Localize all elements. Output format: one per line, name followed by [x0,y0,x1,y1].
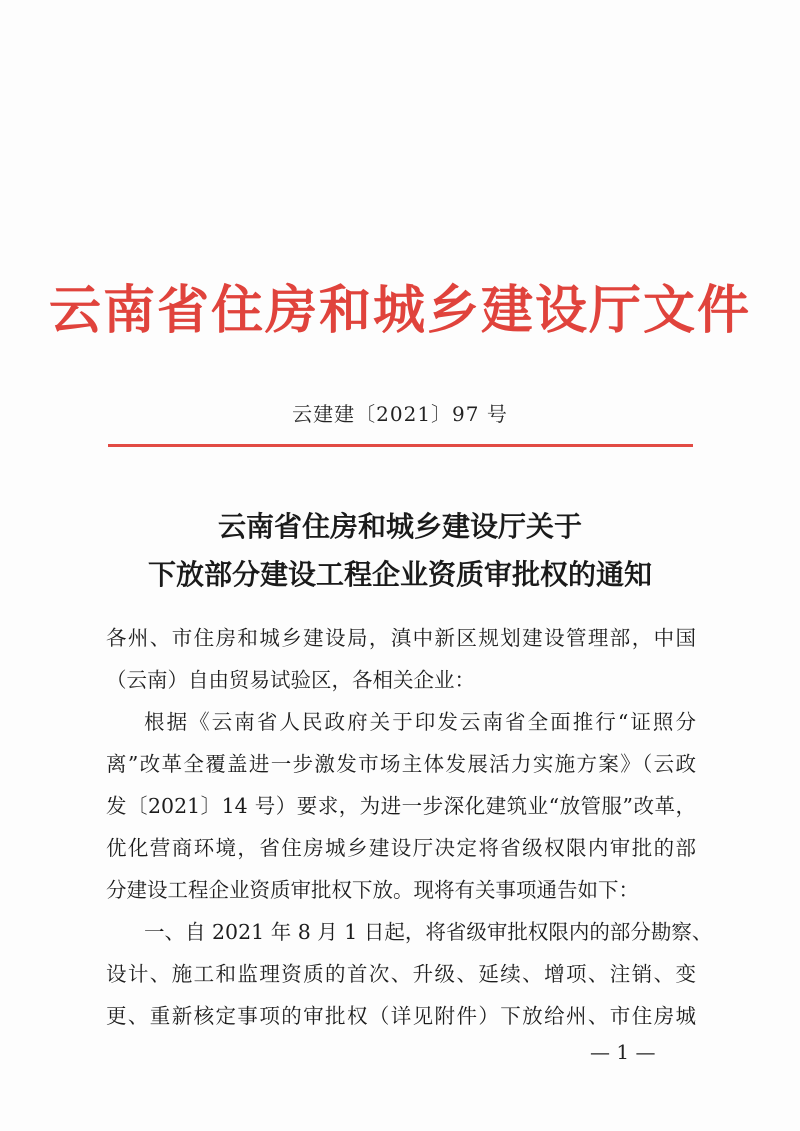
body-line: （云南）自由贸易试验区，各相关企业： [106,668,475,692]
body-line: 根据《云南省人民政府关于印发云南省全面推行“证照分 [144,710,696,734]
body-line: 设计、施工和监理资质的首次、升级、延续、增项、注销、变 [106,962,696,986]
document-number: 云建建〔2021〕97 号 [292,402,508,426]
body-line: 分建设工程企业资质审批权下放。现将有关事项通告如下： [106,878,639,902]
body-line: 更、重新核定事项的审批权（详见附件）下放给州、市住房城 [106,1004,696,1028]
body-line: 发〔2021〕14 号）要求，为进一步深化建筑业“放管服”改革， [106,794,696,818]
body-line: 一、自 2021 年 8 月 1 日起，将省级审批权限内的部分勘察、 [144,920,713,944]
body-line: 离”改革全覆盖进一步激发市场主体发展活力实施方案》（云政 [106,752,696,776]
body-line: 优化营商环境，省住房城乡建设厅决定将省级权限内审批的部 [106,836,696,860]
notice-title-line-2: 下放部分建设工程企业资质审批权的通知 [147,558,652,591]
red-separator-line [108,444,693,447]
body-line: 各州、市住房和城乡建设局，滇中新区规划建设管理部，中国 [106,626,696,650]
document-header-title: 云南省住房和城乡建设厅文件 [48,280,751,341]
notice-title-line-1: 云南省住房和城乡建设厅关于 [217,510,582,543]
page-number: — 1 — [590,1040,656,1064]
